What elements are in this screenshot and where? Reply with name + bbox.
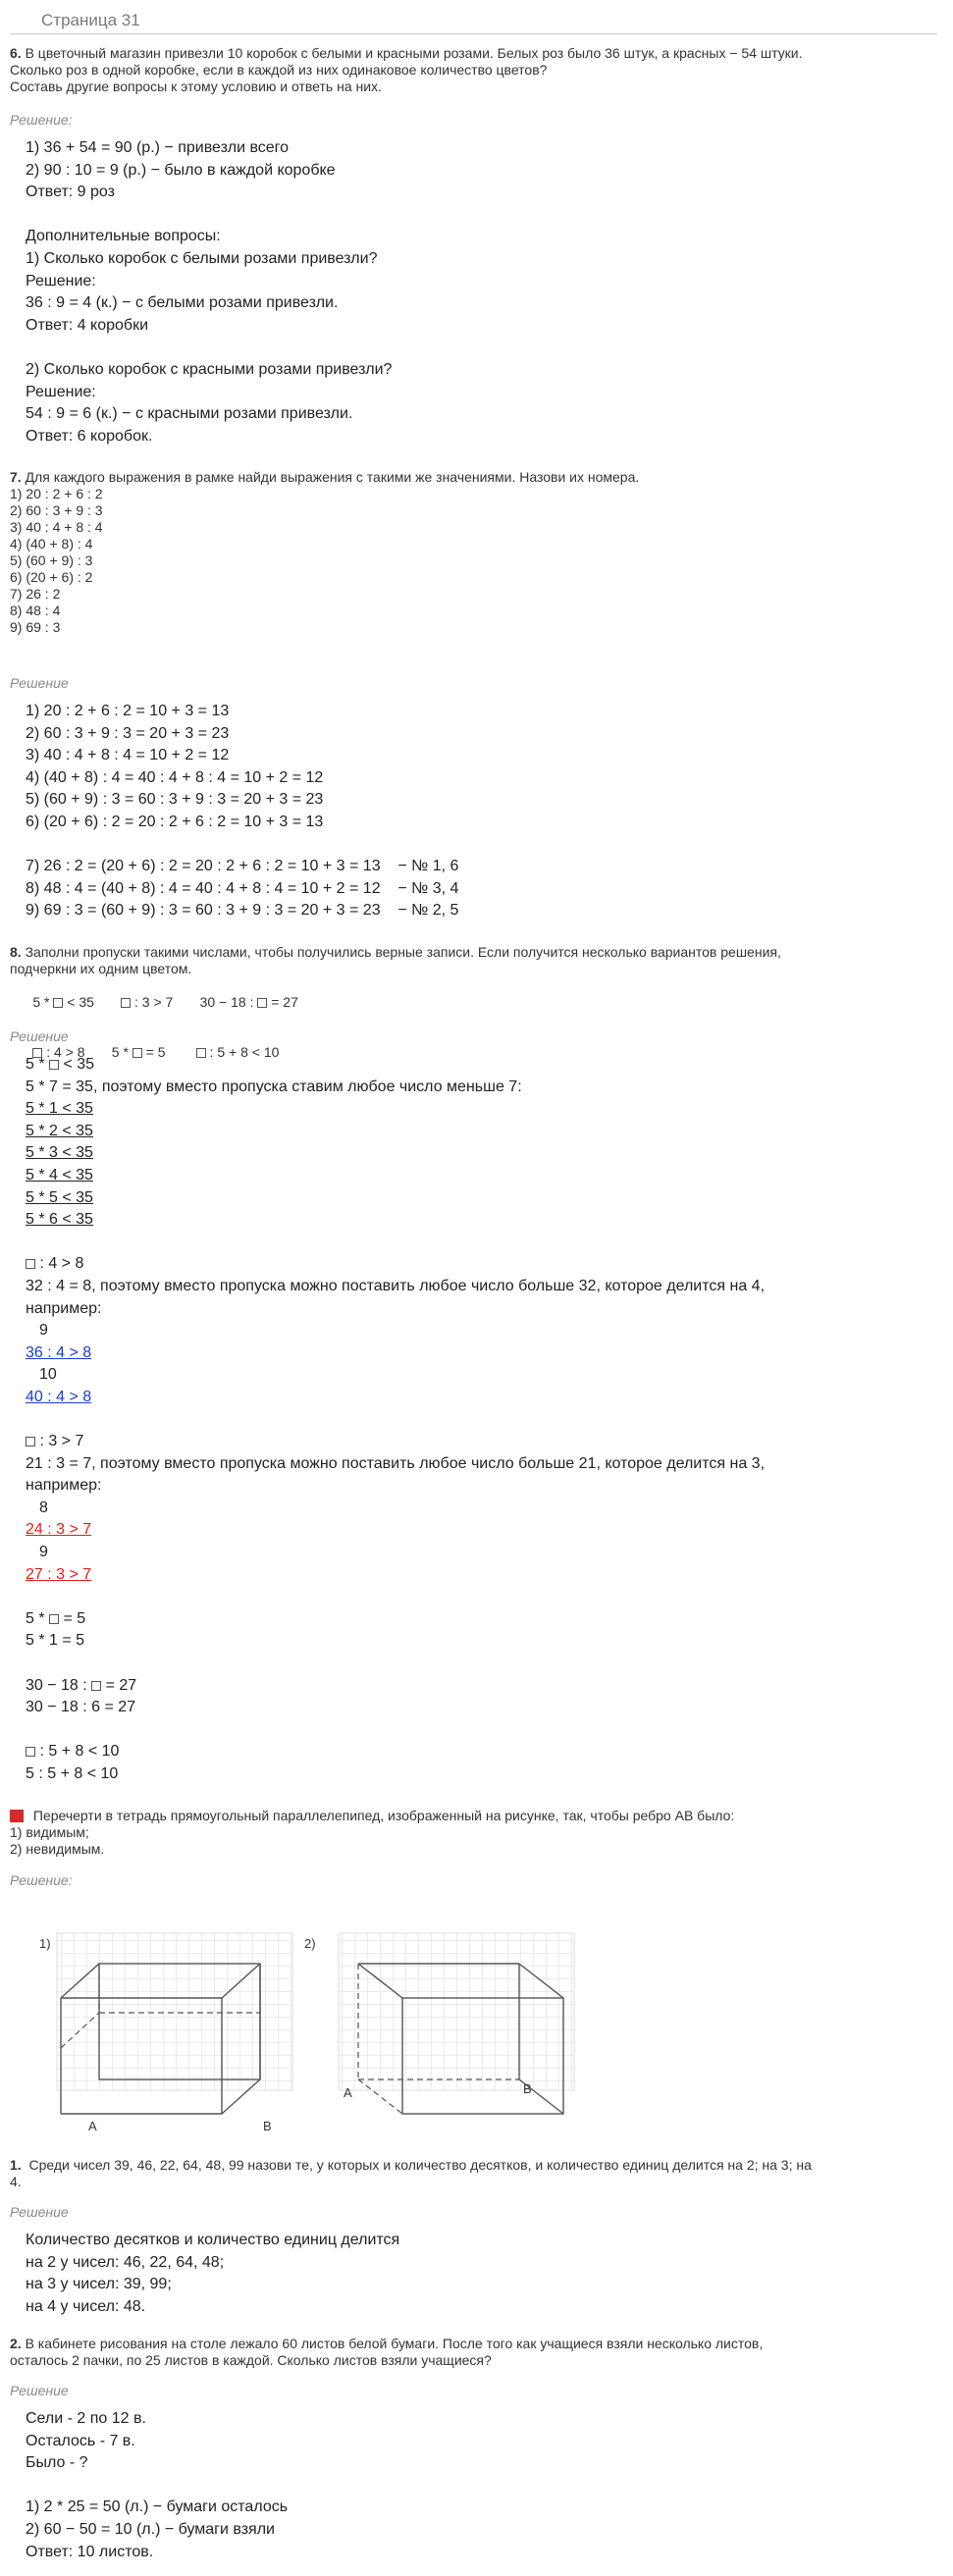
figure-1-label: 1) [39, 1936, 51, 1951]
solution-label: Решение [10, 2204, 69, 2220]
solution-label: Решение [10, 1028, 69, 1044]
task-2-solution: Сели - 2 по 12 в. Осталось - 7 в. Было - ? 1) 2 * 25 = 50 (л.) − бумаги осталось 2) 60 − 50 = 10 (л.) − бумаги взяли Ответ: 10 листов. [26, 2410, 289, 2560]
blank-box [49, 1060, 59, 1070]
blank-box [49, 1614, 59, 1624]
blank-box [257, 998, 267, 1008]
blank-box [26, 1747, 35, 1757]
vertex-a-label: A [88, 2119, 97, 2133]
solution-label: Решение: [10, 1872, 73, 1888]
figure-2 [304, 1933, 574, 2114]
task-8-solution: 5 * < 35 5 * 7 = 35, поэтому вместо пропуска ставим любое число меньше 7: 5 * 1 < 35 5 * 2 < 35 5 * 3 < 35 5 * 4 < 35 5 * 5 < 35 5 * 6 < 35 : 4 > 8 32 : 4 = 8, поэтому вместо пропуска можно поставить любое число больше 32, которое делится на 4, например: 9 36 : 4 > 8 10 40 : 4 > 8 : 3 > 7 21 : 3 = 7, поэтому вместо пропуска можно поставить любое число больше 21, которое делится на 3, например: 8 24 : 3 > 7 9 27 : 3 > 7 5 * = 5 5 * 1 = 5 30 − 18 : = 27 30 − 18 : 6 = 27 : 5 + 8 < 10 5 : 5 + 8 < 10 [26, 1056, 766, 1782]
task-number: 6. [10, 45, 22, 61]
blank-box [121, 998, 131, 1008]
solution-label: Решение [10, 2383, 69, 2398]
task-7-solution: 1) 20 : 2 + 6 : 2 = 10 + 3 = 13 2) 60 : 3 + 9 : 3 = 20 + 3 = 23 3) 40 : 4 + 8 : 4 = 10 + 2 = 12 4) (40 + 8) : 4 = 40 : 4 + 8 : 4 = 10 + 2 = 12 5) (60 + 9) : 3 = 60 : 3 + 9 : 3 = 20 + 3 = 23 6) (20 + 6) : 2 = 20 : 2 + 6 : 2 = 10 + 3 = 13 7) 26 : 2 = (20 + 6) : 2 = 20 : 2 + 6 : 2 = 10 + 3 = 13 − № 1, 6 8) 48 : 4 = (40 + 8) : 4 = 40 : 4 + 8 : 4 = 10 + 2 = 12 − № 3, 4 9) 69 : 3 = (60 + 9) : 3 = 60 : 3 + 9 : 3 = 20 + 3 = 23 − № 2, 5 [26, 703, 459, 920]
task-2-statement: 2. В кабинете рисования на столе лежало 60 листов белой бумаги. После того как учащиеся взяли несколько листов, осталось 2 пачки, по 25 листов в каждой. Сколько листов взяли учащиеся? [10, 2336, 764, 2368]
vertex-a-label: A [344, 2085, 352, 2100]
task-marker-icon [10, 1810, 24, 1822]
parallelepiped-drawing [10, 1889, 937, 2133]
task-number: 2. [10, 2336, 22, 2351]
figure-1 [39, 1933, 292, 2133]
task-6-solution: 1) 36 + 54 = 90 (р.) − привезли всего 2) 90 : 10 = 9 (р.) − было в каждой коробке Ответ: 9 роз Дополнительные вопросы: 1) Сколько коробок с белыми розами привезли? Решение: 36 : 9 = 4 (к.) − с белыми розами привезли. Ответ: 4 коробки 2) Сколько коробок с красными розами привезли? Решение: 54 : 9 = 6 (к.) − с красными розами привезли. Ответ: 6 коробок. [26, 139, 393, 445]
task-number: 8. [10, 944, 22, 960]
page-header [10, 4, 937, 34]
task-6-statement: 6. В цветочный магазин привезли 10 коробок с белыми и красными розами. Белых роз было 36 штук, а красных − 54 штуки. Сколько роз в одной коробке, если в каждой из них одинаковое количество цветов? Составь другие вопросы к этому условию и ответь на них. [10, 45, 803, 94]
solution-label: Решение: [10, 112, 73, 128]
task-8-statement: 8. Заполни пропуски такими числами, чтобы получились верные записи. Если получится несколько вариантов решения, подчеркни их одним цветом. 5 * < 35 : 3 > 7 30 − 18 : = 27 : 4 > 8 5 * = 5 : 5 + 8 < 10 [10, 944, 781, 1060]
blank-box [26, 1437, 35, 1446]
task-1-statement: 1. Среди чисел 39, 46, 22, 64, 48, 99 назови те, у которых и количество десятков, и количество единиц делится на 2; на 3; на 4. [10, 2157, 812, 2189]
task-7-statement: 7. Для каждого выражения в рамке найди выражения с такими же значениями. Назови их номера. 1) 20 : 2 + 6 : 2 2) 60 : 3 + 9 : 3 3) 40 : 4 + 8 : 4 4) (40 + 8) : 4 5) (60 + 9) : 3 6) (20 + 6) : 2 7) 26 : 2 8) 48 : 4 9) 69 : 3 [10, 469, 640, 635]
vertex-b-label: B [263, 2119, 272, 2133]
task-9-statement: Перечерти в тетрадь прямоугольный параллелепипед, изображенный на рисунке, так, чтобы ребро AB было: 1) видимым; 2) невидимым. [10, 1808, 735, 1857]
figure-2-label: 2) [304, 1936, 316, 1951]
task-number: 7. [10, 469, 22, 485]
page-title: Страница 31 [41, 11, 140, 29]
task-1-solution: Количество десятков и количество единиц делится на 2 у чисел: 46, 22, 64, 48; на 3 у чисел: 39, 99; на 4 у чисел: 48. [26, 2232, 400, 2315]
vertex-b-label: B [523, 2081, 532, 2096]
task-number: 1. [10, 2157, 22, 2173]
blank-box [26, 1259, 35, 1269]
solution-label: Решение [10, 675, 69, 691]
blank-box [91, 1681, 101, 1691]
blank-box [53, 998, 63, 1008]
parallelepiped-figure [10, 1889, 937, 2133]
